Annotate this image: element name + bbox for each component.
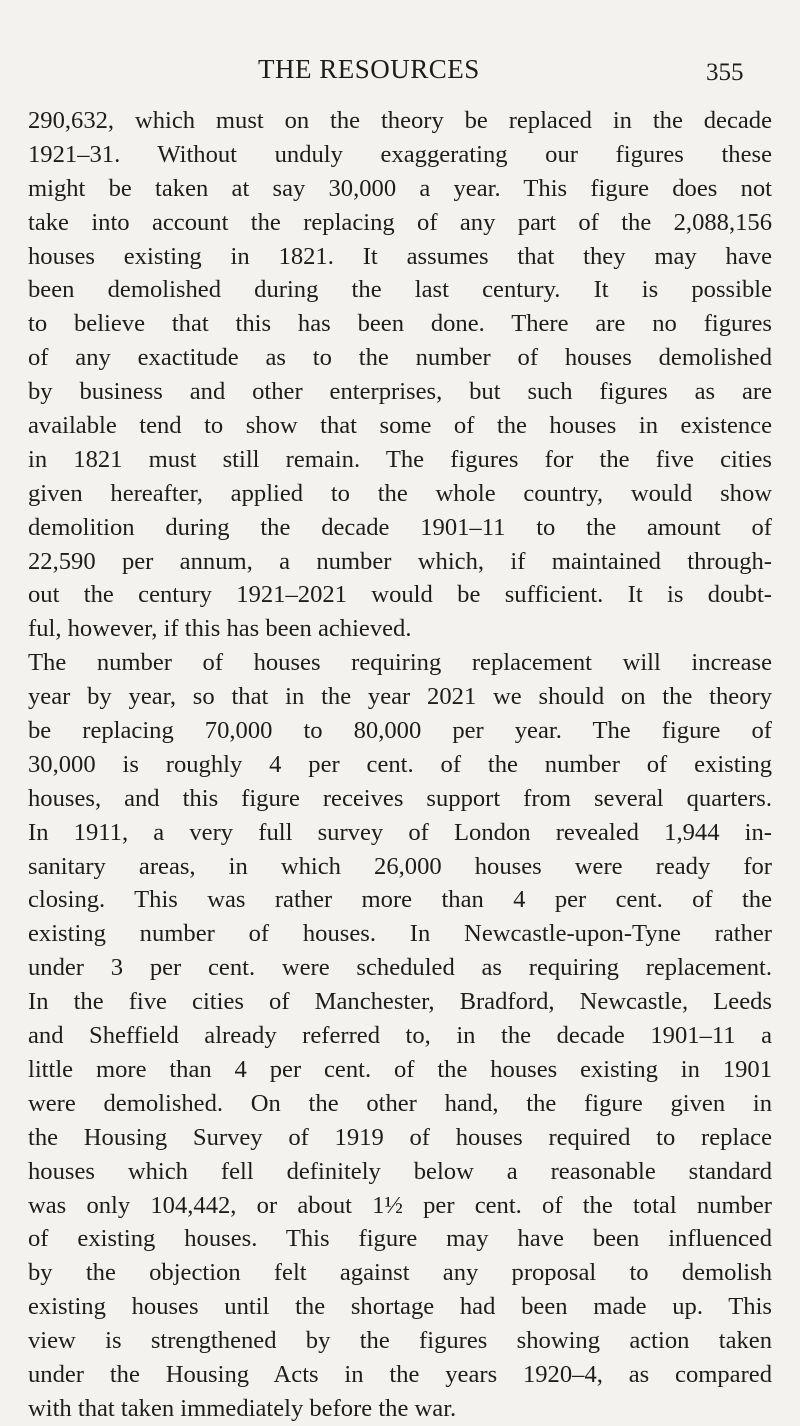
text-line: in 1821 must still remain. The figures for the five cities bbox=[28, 445, 772, 473]
text-line: houses existing in 1821. It assumes that they may have bbox=[28, 242, 772, 270]
text-line: 30,000 is roughly 4 per cent. of the number of existing bbox=[28, 750, 772, 778]
text-line: houses which fell definitely below a reasonable standard bbox=[28, 1157, 772, 1185]
text-line: under 3 per cent. were scheduled as requiring replacement. bbox=[28, 954, 772, 982]
text-line: In 1911, a very full survey of London revealed 1,944 in- bbox=[28, 818, 772, 846]
text-line: out the century 1921–2021 would be sufficient. It is doubt- bbox=[28, 581, 772, 609]
running-head: THE RESOURCES bbox=[258, 54, 480, 84]
text-line: demolition during the decade 1901–11 to the amount of bbox=[28, 513, 772, 541]
text-line: given hereafter, applied to the whole country, would show bbox=[28, 479, 772, 507]
body-text bbox=[28, 104, 772, 1426]
text-line: were demolished. On the other hand, the figure given in bbox=[28, 1089, 772, 1117]
text-line: might be taken at say 30,000 a year. This figure does not bbox=[28, 174, 772, 202]
text-line: view is strengthened by the figures showing action taken bbox=[28, 1327, 772, 1355]
page-number: 355 bbox=[706, 59, 744, 86]
text-line: 1921–31. Without unduly exaggerating our figures these bbox=[28, 140, 772, 168]
text-line: of any exactitude as to the number of houses demolished bbox=[28, 344, 772, 372]
text-line: closing. This was rather more than 4 per cent. of the bbox=[28, 886, 772, 914]
text-line: the Housing Survey of 1919 of houses required to replace bbox=[28, 1123, 772, 1151]
text-line: by business and other enterprises, but such figures as are bbox=[28, 378, 772, 406]
text-line: In the five cities of Manchester, Bradford, Newcastle, Leeds bbox=[28, 988, 772, 1016]
text-line: existing houses until the shortage had been made up. This bbox=[28, 1293, 772, 1321]
text-line: year by year, so that in the year 2021 we should on the theory bbox=[28, 683, 772, 711]
text-line: by the objection felt against any proposal to demolish bbox=[28, 1259, 772, 1287]
text-line: with that taken immediately before the war. bbox=[28, 1394, 457, 1422]
text-line: under the Housing Acts in the years 1920–4, as compared bbox=[28, 1360, 772, 1388]
text-line: little more than 4 per cent. of the houses existing in 1901 bbox=[28, 1055, 772, 1083]
text-line: take into account the replacing of any part of the 2,088,156 bbox=[28, 208, 772, 236]
text-line: existing number of houses. In Newcastle-upon-Tyne rather bbox=[28, 920, 772, 948]
text-line: The number of houses requiring replacement will increase bbox=[28, 649, 772, 677]
text-line: 290,632, which must on the theory be replaced in the decade bbox=[28, 107, 772, 134]
text-line: to believe that this has been done. There are no figures bbox=[28, 310, 772, 338]
text-line: been demolished during the last century. It is possible bbox=[28, 276, 772, 304]
text-line: houses, and this figure receives support from several quarters. bbox=[28, 784, 772, 812]
text-line: and Sheffield already referred to, in the decade 1901–11 a bbox=[28, 1022, 772, 1050]
text-line: available tend to show that some of the houses in existence bbox=[28, 412, 772, 440]
text-line: 22,590 per annum, a number which, if maintained through- bbox=[28, 547, 772, 575]
text-line: ful, however, if this has been achieved. bbox=[28, 615, 412, 643]
text-line: sanitary areas, in which 26,000 houses were ready for bbox=[28, 852, 772, 880]
text-line: of existing houses. This figure may have been influenced bbox=[28, 1225, 772, 1253]
text-line: was only 104,442, or about 1½ per cent. of the total number bbox=[28, 1191, 772, 1219]
text-line: be replacing 70,000 to 80,000 per year. The figure of bbox=[28, 717, 772, 745]
